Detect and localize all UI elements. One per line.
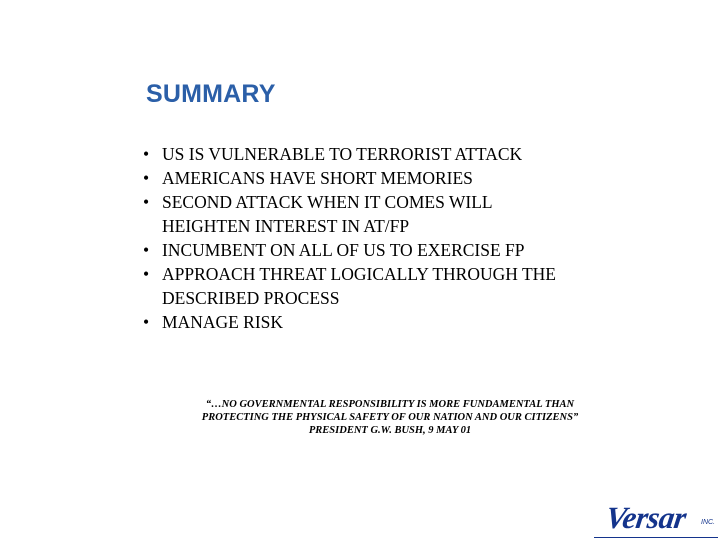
bullet-item xyxy=(143,142,556,166)
quote-line-2: PROTECTING THE PHYSICAL SAFETY OF OUR NATION AND OUR CITIZENS” xyxy=(201,412,579,423)
presidential-quote xyxy=(160,398,620,437)
logo-wordmark: Versar xyxy=(603,500,689,535)
bullet-dot: • xyxy=(143,144,150,164)
bullet-text: APPROACH THREAT LOGICALLY THROUGH THE DESCRIBED PROCESS xyxy=(162,264,556,308)
bullet-dot: • xyxy=(143,312,150,332)
bullet-dot: • xyxy=(143,240,150,260)
bullet-text: MANAGE RISK xyxy=(162,312,284,332)
logo-inc-suffix: INC. xyxy=(701,519,715,526)
bullet-item xyxy=(143,262,556,310)
versar-logo xyxy=(603,500,718,540)
logo-underline xyxy=(594,537,718,538)
slide-title: SUMMARY xyxy=(146,80,276,108)
bullet-text: SECOND ATTACK WHEN IT COMES WILL HEIGHTEN INTEREST IN AT/FP xyxy=(162,192,493,236)
bullet-text: AMERICANS HAVE SHORT MEMORIES xyxy=(162,168,473,188)
quote-line-1: “…NO GOVERNMENTAL RESPONSIBILITY IS MORE FUNDAMENTAL THAN xyxy=(205,399,575,410)
quote-attribution: PRESIDENT G.W. BUSH, 9 MAY 01 xyxy=(308,425,472,436)
bullet-dot: • xyxy=(143,168,150,188)
bullet-text: US IS VULNERABLE TO TERRORIST ATTACK xyxy=(162,144,523,164)
bullet-list xyxy=(143,142,556,334)
bullet-item xyxy=(143,238,556,262)
bullet-item xyxy=(143,310,556,334)
bullet-item xyxy=(143,190,556,238)
bullet-dot: • xyxy=(143,264,150,284)
bullet-item xyxy=(143,166,556,190)
bullet-dot: • xyxy=(143,192,150,212)
bullet-text: INCUMBENT ON ALL OF US TO EXERCISE FP xyxy=(162,240,525,260)
